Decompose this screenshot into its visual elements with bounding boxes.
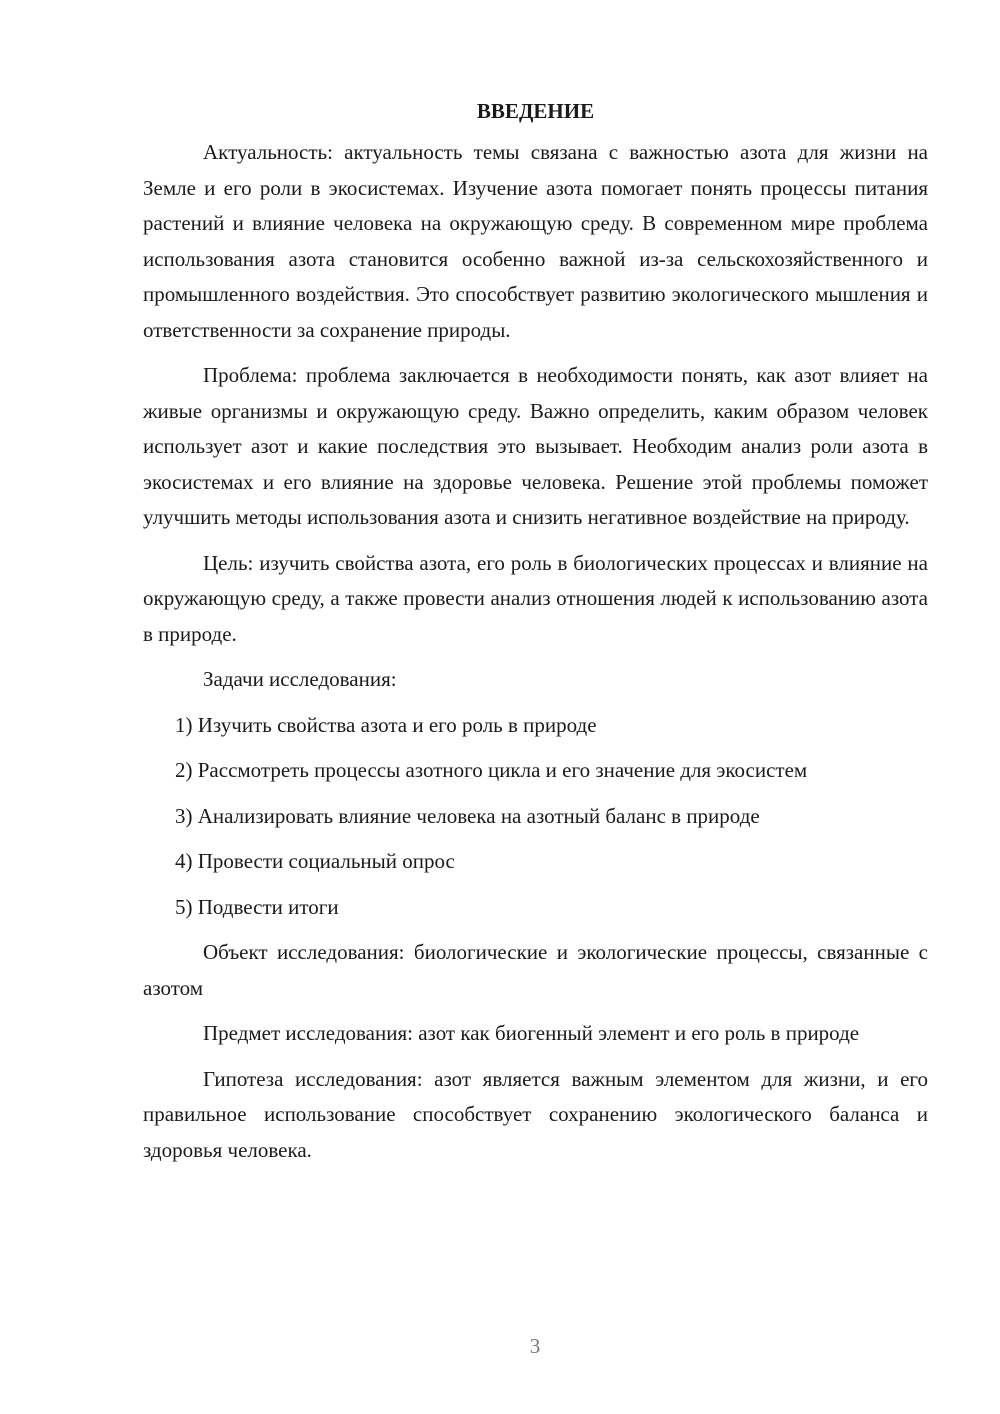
paragraph-hypothesis: Гипотеза исследования: азот является важным элементом для жизни, и его правильное использование способствует сохранению экологического баланса и здоровья человека. [143,1066,928,1162]
list-item: 1) Изучить свойства азота и его роль в природе [175,712,597,737]
paragraph-subject: Предмет исследования: азот как биогенный элемент и его роль в природе [203,1021,860,1045]
paragraph-goal: Цель: изучить свойства азота, его роль в биологических процессах и влияние на окружающую среду, а также провести анализ отношения людей к использованию азота в природе. [143,550,928,646]
page-content [143,96,928,1178]
paragraph-problem: Проблема: проблема заключается в необходимости понять, как азот влияет на живые организмы и окружающую среду. Важно определить, каким образом человек использует азот и какие последствия это вызывает. Необходим анализ роли азота в экосистемах и его влияние на здоровье человека. Решение этой проблемы поможет улучшить методы использования азота и снизить негативное воздействие на природу. [143,363,928,529]
list-item: 4) Провести социальный опрос [175,849,455,873]
paragraph-object: Объект исследования: биологические и экологические процессы, связанные с азотом [143,940,928,1000]
page-number: 3 [529,1334,541,1358]
paragraph-relevance: Актуальность: актуальность темы связана с важностью азота для жизни на Земле и его роли в экосистемах. Изучение азота помогает понять процессы питания растений и влияние человека на окружающую среду. В современном мире проблема использования азота становится особенно важной из-за сельскохозяйственного и промышленного воздействия. Это способствует развитию экологического мышления и ответственности за сохранение природы. [143,140,928,342]
list-item: 2) Рассмотреть процессы азотного цикла и его значение для экосистем [175,758,808,782]
tasks-heading: Задачи исследования: [203,667,397,691]
list-item: 5) Подвести итоги [175,894,339,919]
page-title: ВВЕДЕНИЕ [476,99,595,123]
list-item: 3) Анализировать влияние человека на азотный баланс в природе [175,803,760,828]
